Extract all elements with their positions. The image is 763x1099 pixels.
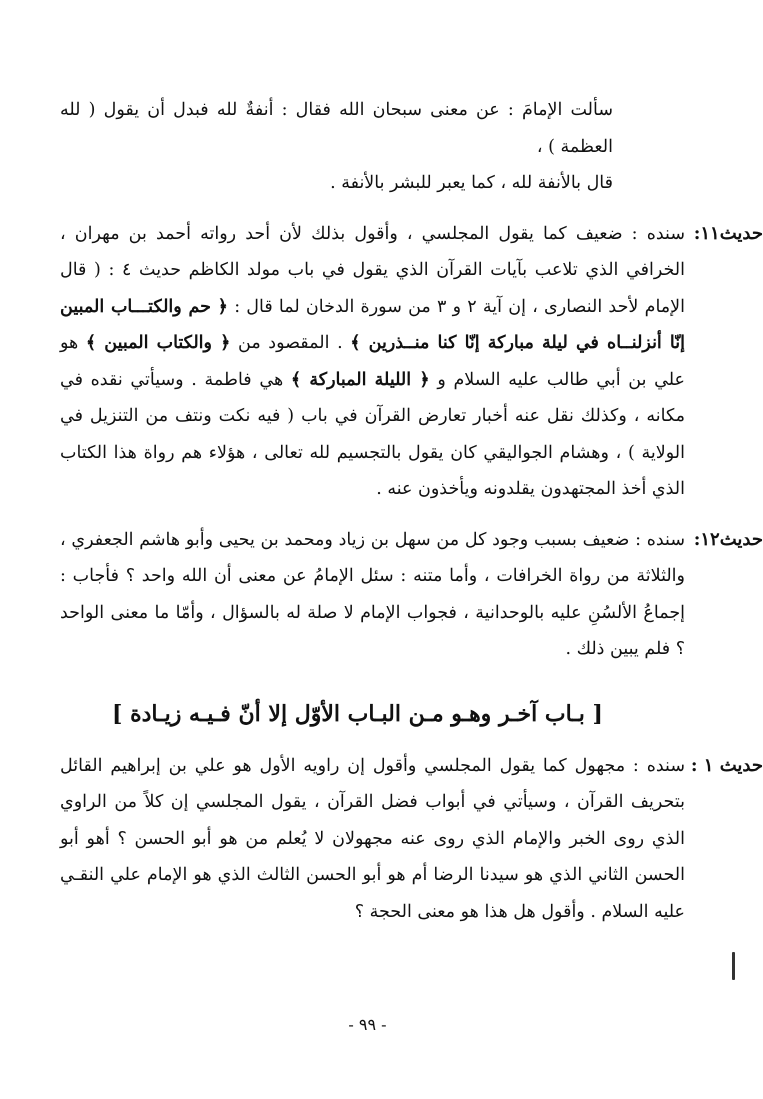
hadith-11-text-a: سنده : ضعيف كما يقول المجلسي ، وأقول بذلك لأن أحد رواته أحمد بن مهران ، الخرافي الذي تلاعب بآيات القرآن الذي يقول في باب مولد الكاظم حديث ٤ : ( قال الإمام لأحد النصارى ، إن آية ٢ و ٣ من سورة الدخان لما قال : [60, 223, 685, 317]
hadith-12-label: حديث١٢: [693, 528, 763, 550]
intro-line-1: سألت الإمامَ : عن معنى سبحان الله فقال : أنفةٌ لله فبدل أن يقول ( لله العظمة ) ، [60, 100, 613, 157]
hadith-11 [60, 216, 763, 508]
page-number: - ٩٩ - [348, 1015, 387, 1034]
hadith-12 [60, 522, 763, 668]
hadith-1-body: سنده : مجهول كما يقول المجلسي وأقول إن راويه الأول هو علي بن إبراهيم القائل بتحريف القرآن ، وسيأتي في أبواب فضل القرآن ، يقول المجلسي إن كلاً من الراوي الذي روى الخبر والإمام الذي روى عنه مجهولان لا يُعلم من هو أبو الحسن ؟ أهو أبو الحسن الثاني الذي هو سيدنا الرضا أم هو أبو الحسن الثالث الذي هو الإمام علي النقـي عليه السلام . وأقول هل هذا هو معنى الحجة ؟ [60, 755, 685, 922]
hadith-11-quran-quote-kitab: ﴿ والكتاب المبين ﴾ [85, 333, 231, 353]
page-edge-mark [732, 952, 735, 980]
hadith-11-quran-quote-dukhan: ﴿ حم والكتـــاب المبين إنّا أنزلنــاه في ليلة مباركة إنّا كنا منــذرين ﴾ [60, 296, 685, 353]
intro-paragraph [60, 92, 613, 202]
hadith-12-body: سنده : ضعيف بسبب وجود كل من سهل بن زياد ومحمد بن يحيى وأبو هاشم الجعفري ، والثلاثة من رواة الخرافات ، وأما متنه : سئل الإمامُ عن معنى أن الله واحد ؟ فأجاب : إجماعُ الألسُنِ عليه بالوحدانية ، فجواب الإمام لا صلة له بالسؤال ، وأمّا ما معنى الواحد ؟ فلم يبين ذلك . [60, 529, 685, 659]
hadith-1-label: حديث ١ : [690, 754, 763, 776]
hadith-11-text-d: هي فاطمة . وسيأتي نقده في مكانه ، وكذلك نقل عنه أخبار تعارض القرآن في باب ( فيه نكت ونتف من التنزيل في الولاية ) ، وهشام الجواليقي كان يقول بالتجسيم لله تعالى ، هؤلاء هم رواة هذا الكتاب الذي أخذ المجتهدون يقلدونه ويأخذون عنه . [60, 369, 685, 499]
hadith-11-text-c: هو علي بن أبي طالب عليه السلام و [60, 333, 686, 390]
hadith-11-label: حديث١١: [693, 222, 763, 244]
hadith-1 [60, 748, 763, 931]
section-heading: [ بـاب آخـر وهـو مـن البـاب الأوّل إلا أنّ فـيـه زيـادة ] [112, 700, 603, 727]
hadith-11-quran-quote-laila: ﴿ الليلة المباركة ﴾ [290, 369, 430, 390]
hadith-11-text-b: . المقصود من [238, 333, 343, 353]
intro-line-2: قال بالأنفة لله ، كما يعبر للبشر بالأنفة . [330, 173, 613, 193]
hadith-11-body [60, 216, 685, 508]
page-content [60, 92, 763, 930]
